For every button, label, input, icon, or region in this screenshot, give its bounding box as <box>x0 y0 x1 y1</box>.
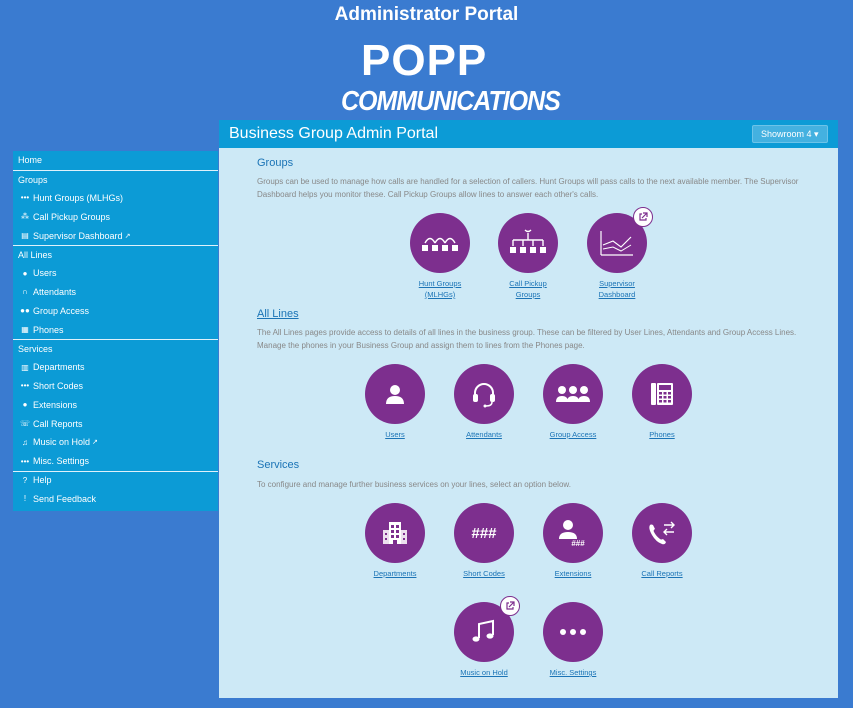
extension-icon: ● <box>22 400 28 410</box>
sidebar-item-users[interactable] <box>13 264 218 283</box>
phones-link[interactable]: Phones <box>649 430 675 439</box>
sidebar-item-label: Call Pickup Groups <box>33 211 111 222</box>
svg-text:###: ### <box>471 525 497 542</box>
sidebar-item-label: Send Feedback <box>33 493 97 504</box>
music-on-hold-link[interactable]: Music on Hold <box>460 668 508 677</box>
hash-icon: ••• <box>20 381 30 391</box>
call-report-icon: ☏ <box>19 419 30 429</box>
user-icon: ● <box>22 268 28 278</box>
sidebar-item-label: Extensions <box>33 399 78 410</box>
sidebar-item-supervisor-dashboard[interactable] <box>13 226 218 245</box>
sidebar-item-label: Groups <box>18 174 48 185</box>
sidebar-item-departments[interactable] <box>13 358 218 377</box>
services-section-description: To configure and manage further business services on your lines, select an option below. <box>257 480 571 489</box>
misc-settings-tile[interactable] <box>528 602 618 678</box>
phone-icon: ▦ <box>21 325 29 335</box>
users-link[interactable]: Users <box>385 430 405 439</box>
ellipsis-icon: ••• <box>20 456 30 466</box>
users-tile[interactable] <box>350 364 440 440</box>
sidebar-item-music-on-hold[interactable] <box>13 433 218 452</box>
misc-settings-link[interactable]: Misc. Settings <box>549 668 597 677</box>
groups-section-title: Groups <box>257 157 294 169</box>
call-pickup-icon: ⁂ <box>21 212 29 222</box>
sidebar-item-group-access[interactable] <box>13 301 218 320</box>
sidebar-item-label: Help <box>33 475 52 486</box>
group-access-tile[interactable] <box>528 364 618 440</box>
sidebar-item-call-pickup-groups[interactable] <box>13 207 218 226</box>
sidebar-item-hunt-groups-mlhgs[interactable] <box>13 189 218 208</box>
external-link-icon <box>500 596 520 616</box>
help-icon: ? <box>22 475 28 485</box>
sidebar-item-label: Call Reports <box>33 418 83 429</box>
logo-text-popp: POPP <box>361 36 488 85</box>
sidebar-item-short-codes[interactable] <box>13 377 218 396</box>
all-lines-section-title[interactable]: All Lines <box>257 308 299 320</box>
svg-text:###: ### <box>571 539 585 548</box>
call-pickup-groups-link[interactable]: Call Pickup Groups <box>509 279 547 299</box>
supervisor-dashboard-link[interactable]: Supervisor Dashboard <box>598 279 636 299</box>
hunt-groups-icon <box>410 213 470 273</box>
sidebar-item-label: Group Access <box>33 305 90 316</box>
sidebar-item-call-reports[interactable] <box>13 414 218 433</box>
sidebar-item-label: All Lines <box>18 249 53 260</box>
sidebar-item-label: Supervisor Dashboard <box>33 230 123 241</box>
logo-text-communications: COMMUNICATIONS <box>341 85 560 117</box>
sidebar-item-home[interactable] <box>13 151 218 170</box>
phones-tile[interactable] <box>617 364 707 440</box>
portal-title: Administrator Portal <box>334 4 519 25</box>
headset-icon: ∩ <box>22 287 28 297</box>
music-icon: ♫ <box>22 437 28 447</box>
sidebar-item-label: Attendants <box>33 286 77 297</box>
hunt-groups-tile[interactable] <box>395 213 485 300</box>
sidebar-item-label: Phones <box>33 324 64 335</box>
group-icon: ●● <box>20 306 30 316</box>
call-reports-link[interactable]: Call Reports <box>641 569 683 578</box>
sidebar-item-label: Music on Hold <box>33 437 91 448</box>
sidebar-item-attendants[interactable] <box>13 283 218 302</box>
sidebar-item-label: Hunt Groups (MLHGs) <box>33 192 124 203</box>
extension-icon <box>543 503 603 563</box>
sidebar-item-send-feedback[interactable] <box>13 489 218 508</box>
sidebar-item-label: Users <box>33 268 57 279</box>
hash-icon <box>454 503 514 563</box>
sidebar-item-label: Home <box>18 155 43 166</box>
ellipsis-icon <box>543 602 603 662</box>
showroom-dropdown-button[interactable]: Showroom 4 ▾ <box>752 125 828 143</box>
sidebar-item-phones[interactable] <box>13 320 218 339</box>
call-reports-tile[interactable] <box>617 503 707 579</box>
group-icon <box>543 364 603 424</box>
external-link-icon <box>633 207 653 227</box>
popp-logo <box>335 36 560 118</box>
music-on-hold-tile[interactable] <box>439 602 529 678</box>
main-panel <box>219 120 838 698</box>
departments-link[interactable]: Departments <box>373 569 417 578</box>
short-codes-link[interactable]: Short Codes <box>463 569 505 578</box>
attendants-link[interactable]: Attendants <box>466 430 502 439</box>
hunt-groups-link[interactable]: Hunt Groups (MLHGs) <box>418 279 462 299</box>
panel-header <box>219 120 838 148</box>
call-pickup-groups-tile[interactable] <box>483 213 573 300</box>
sidebar-item-services[interactable] <box>13 339 218 358</box>
external-link-icon: ↗ <box>92 439 98 447</box>
extensions-link[interactable]: Extensions <box>554 569 592 578</box>
panel-title: Business Group Admin Portal <box>229 125 438 142</box>
music-icon <box>454 602 514 662</box>
headset-icon <box>454 364 514 424</box>
building-icon: ▥ <box>21 362 29 372</box>
phone-icon <box>632 364 692 424</box>
hunt-groups-icon: ••• <box>20 193 30 203</box>
groups-section-description: Groups can be used to manage how calls are handled for a selection of callers. Hunt Groups will pass calls to the next available member. The Supervisor Dashboard helps you monitor these. Call Pickup Groups allow lines to answer each other's calls. <box>257 177 799 199</box>
supervisor-dashboard-tile[interactable] <box>572 213 662 300</box>
sidebar-item-misc-settings[interactable] <box>13 452 218 471</box>
sidebar-item-groups[interactable] <box>13 170 218 189</box>
call-pickup-icon <box>498 213 558 273</box>
sidebar-nav <box>13 151 218 511</box>
departments-tile[interactable] <box>350 503 440 579</box>
building-icon <box>365 503 425 563</box>
sidebar-item-extensions[interactable] <box>13 395 218 414</box>
attendants-tile[interactable] <box>439 364 529 440</box>
short-codes-tile[interactable] <box>439 503 529 579</box>
sidebar-item-label: Misc. Settings <box>33 456 90 467</box>
call-report-icon <box>632 503 692 563</box>
feedback-icon: ! <box>23 494 27 504</box>
all-lines-section-description: The All Lines pages provide access to details of all lines in the business group. These can be filtered by User Lines, Attendants and Group Access Lines. Manage the phones in your Business Group and assign them to lines from the Phones page. <box>257 328 797 350</box>
group-access-link[interactable]: Group Access <box>549 430 597 439</box>
sidebar-item-help[interactable] <box>13 471 218 490</box>
extensions-tile[interactable] <box>528 503 618 579</box>
user-icon <box>365 364 425 424</box>
sidebar-item-label: Short Codes <box>33 380 84 391</box>
sidebar-item-label: Services <box>18 343 53 354</box>
services-section-title: Services <box>257 459 300 471</box>
dashboard-icon: ▤ <box>21 231 29 241</box>
sidebar-item-all-lines[interactable] <box>13 245 218 264</box>
dashboard-icon <box>587 213 647 273</box>
sidebar-item-label: Departments <box>33 362 85 373</box>
external-link-icon: ↗ <box>124 232 131 240</box>
